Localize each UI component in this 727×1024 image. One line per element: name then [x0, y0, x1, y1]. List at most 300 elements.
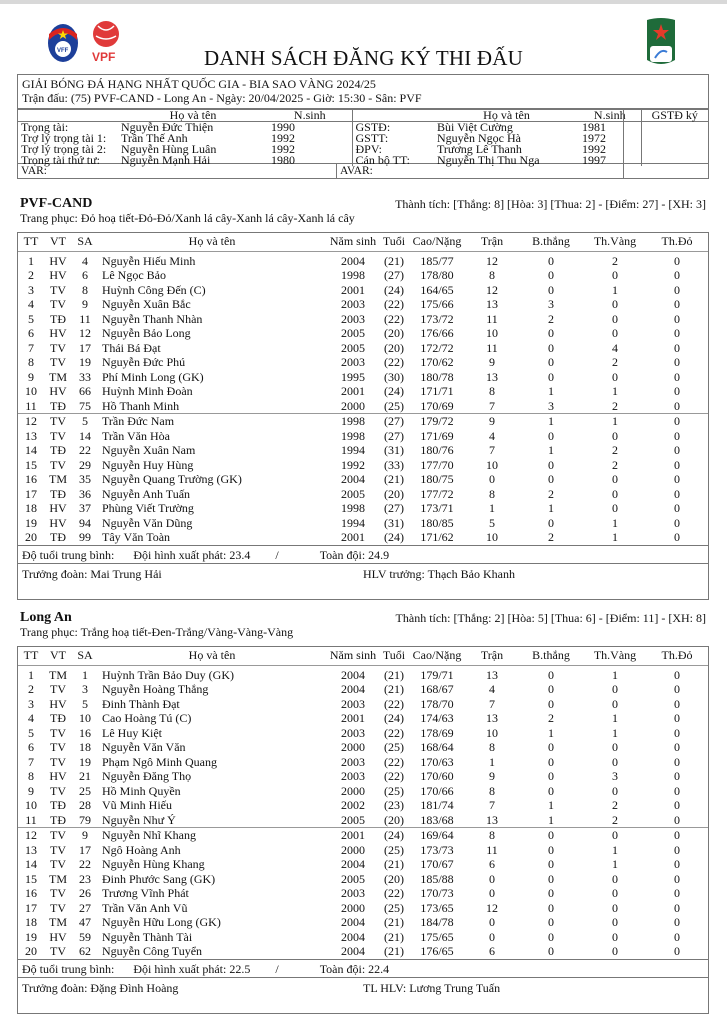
player-yellow-cards: 0	[612, 783, 618, 798]
player-tt: 15	[25, 457, 37, 472]
staff-row	[18, 977, 708, 1013]
player-birth-year: 1992	[341, 457, 365, 472]
staff-row	[18, 563, 708, 599]
player-goals: 0	[548, 871, 554, 886]
column-header-height-weight: Cao/Nặng	[408, 647, 466, 665]
player-height-weight: 168/67	[420, 682, 454, 696]
player-vt: TV	[50, 682, 66, 696]
player-red-cards: 0	[674, 886, 680, 900]
player-row	[18, 443, 708, 458]
team-kit: Trang phục: Trắng hoạ tiết-Đen-Trắng/Vàng-Vàng-Vàng	[20, 625, 294, 639]
player-height-weight: 168/64	[420, 740, 454, 754]
player-goals: 1	[548, 812, 554, 827]
player-tt: 18	[25, 501, 37, 515]
column-header-sa: SA	[72, 233, 98, 251]
player-sa: 79	[79, 812, 91, 827]
player-name: Trần Đức Nam	[98, 414, 326, 429]
player-goals: 0	[548, 900, 554, 915]
player-yellow-cards: 2	[612, 443, 618, 457]
player-yellow-cards: 1	[612, 282, 618, 297]
player-birth-year: 2003	[341, 886, 365, 900]
player-tt: 13	[25, 842, 37, 857]
official-role: Cán bộ TT:	[355, 153, 411, 167]
player-name: Hồ Minh Quyền	[102, 783, 181, 798]
player-sa: 5	[82, 696, 88, 711]
player-name: Hồ Thanh Minh	[102, 398, 180, 413]
team-name: Long An	[20, 610, 72, 625]
player-vt: TV	[50, 886, 66, 900]
player-birth-year: 2001	[341, 530, 365, 544]
player-birth-year: 2001	[341, 282, 365, 297]
player-sa: 75	[79, 398, 91, 413]
player-name: Nguyễn Anh Tuấn	[102, 486, 191, 501]
player-tt: 16	[25, 472, 37, 486]
player-red-cards: 0	[674, 682, 680, 696]
player-tt: 19	[25, 929, 37, 944]
player-goals: 0	[548, 696, 554, 711]
player-yellow-cards: 0	[612, 428, 618, 443]
player-height-weight: 180/76	[420, 443, 454, 457]
player-sa: 19	[79, 355, 91, 369]
player-red-cards: 0	[674, 530, 680, 544]
player-age: (20)	[384, 326, 404, 340]
player-yellow-cards: 0	[612, 944, 618, 958]
player-vt: TV	[50, 842, 66, 857]
team-record: Thành tích: [Thắng: 8] [Hòa: 3] [Thua: 2] - [Điểm: 27] - [XH: 3]	[395, 197, 706, 211]
player-age: (22)	[384, 355, 404, 369]
player-matches: 0	[489, 886, 495, 900]
player-red-cards: 0	[674, 369, 680, 384]
player-yellow-cards: 3	[612, 769, 618, 783]
head-coach: TL HLV: Lương Trung Tuấn	[363, 980, 501, 995]
player-red-cards: 0	[674, 253, 680, 268]
player-sa: 66	[79, 384, 91, 398]
player-sa: 6	[82, 268, 88, 282]
official-role: GSTĐ:	[355, 120, 391, 134]
player-matches: 7	[489, 443, 495, 457]
player-sa: 12	[79, 326, 91, 340]
player-row	[18, 798, 708, 813]
player-row	[18, 813, 708, 828]
top-border	[0, 0, 727, 4]
player-row	[18, 501, 708, 516]
player-matches: 8	[466, 828, 518, 843]
player-red-cards: 0	[674, 783, 680, 798]
player-row	[18, 458, 708, 473]
player-name: Vũ Minh Hiếu	[102, 798, 172, 812]
player-sa: 8	[82, 282, 88, 297]
player-height-weight: 180/75	[420, 472, 454, 486]
player-height-weight: 169/64	[408, 828, 466, 843]
player-tt: 7	[28, 340, 34, 355]
player-matches: 0	[489, 915, 495, 929]
player-age: (31)	[384, 515, 404, 530]
player-age: (21)	[384, 944, 404, 958]
player-height-weight: 173/65	[420, 900, 454, 915]
player-yellow-cards: 0	[612, 929, 618, 944]
player-row	[18, 341, 708, 356]
player-birth-year: 2003	[341, 769, 365, 783]
player-row	[18, 872, 708, 887]
player-goals: 0	[548, 667, 554, 682]
player-matches: 13	[486, 812, 498, 827]
player-tt: 8	[28, 769, 34, 783]
column-header-name: Họ và tên	[98, 647, 326, 665]
player-age: (25)	[384, 398, 404, 413]
average-age-row	[18, 545, 708, 563]
player-vt: HV	[49, 769, 67, 783]
player-matches: 7	[489, 696, 495, 711]
player-birth-year: 2001	[341, 711, 365, 725]
player-age: (22)	[384, 297, 404, 311]
player-sa: 59	[79, 929, 91, 944]
player-birth-year: 1998	[341, 428, 365, 443]
player-row	[18, 429, 708, 444]
player-red-cards: 0	[674, 696, 680, 711]
player-age: (22)	[384, 754, 404, 769]
player-red-cards: 0	[674, 740, 680, 754]
player-yellow-cards: 1	[612, 842, 618, 857]
player-birth-year: 2003	[341, 297, 365, 311]
player-name: Nguyễn Xuân Nam	[102, 443, 196, 457]
team-record: Thành tích: [Thắng: 2] [Hòa: 5] [Thua: 6] - [Điểm: 11] - [XH: 8]	[395, 611, 706, 625]
player-red-cards: 0	[674, 428, 680, 443]
player-birth-year: 2004	[341, 472, 365, 486]
player-name: Nguyễn Quang Trường (GK)	[102, 472, 242, 486]
player-height-weight: 179/72	[408, 414, 466, 429]
player-sa: 47	[79, 915, 91, 929]
player-name: Trương Vĩnh Phát	[102, 886, 189, 900]
player-matches: 8	[489, 486, 495, 501]
player-age: (21)	[384, 857, 404, 871]
player-matches: 1	[489, 754, 495, 769]
avg-full-team: Toàn đội: 22.4	[319, 961, 390, 976]
player-goals: 0	[518, 828, 584, 843]
player-birth-year: 2003	[341, 754, 365, 769]
player-row	[18, 399, 708, 414]
player-matches: 9	[489, 769, 495, 783]
avar-label: AVAR:	[340, 165, 373, 177]
player-red-cards: 0	[674, 501, 680, 515]
player-row	[18, 930, 708, 945]
player-red-cards: 0	[674, 282, 680, 297]
player-sa: 3	[82, 682, 88, 696]
player-row	[18, 682, 708, 697]
player-tt: 9	[28, 783, 34, 798]
official-name: Nguyễn Ngọc Hà	[437, 131, 521, 145]
avg-separator: /	[275, 547, 279, 562]
player-red-cards: 0	[674, 711, 680, 725]
player-yellow-cards: 0	[584, 828, 646, 843]
player-tt: 2	[28, 268, 34, 282]
player-name: Trần Văn Hòa	[102, 428, 170, 443]
player-tt: 10	[25, 798, 37, 812]
player-red-cards: 0	[674, 443, 680, 457]
player-goals: 0	[548, 369, 554, 384]
official-role: GSTT:	[355, 131, 389, 145]
player-height-weight: 181/74	[420, 798, 454, 812]
player-goals: 3	[548, 297, 554, 311]
roster-away	[17, 646, 709, 1014]
player-age: (21)	[384, 929, 404, 944]
player-sa: 4	[82, 253, 88, 268]
player-row	[18, 487, 708, 502]
player-red-cards: 0	[674, 667, 680, 682]
player-goals: 3	[548, 398, 554, 413]
player-sa: 62	[79, 944, 91, 958]
player-yellow-cards: 2	[612, 812, 618, 827]
player-yellow-cards: 4	[612, 340, 618, 355]
official-role: Trợ lý trọng tài 2:	[21, 142, 107, 156]
official-role: ĐPV:	[355, 142, 382, 156]
player-birth-year: 1995	[341, 369, 365, 384]
player-age: (21)	[384, 682, 404, 696]
column-header-age: Tuổi	[380, 233, 408, 251]
player-sa: 14	[79, 428, 91, 443]
player-vt: TM	[49, 369, 67, 384]
player-name: Nguyễn Hữu Long (GK)	[102, 915, 221, 929]
player-name: Lê Huy Kiệt	[102, 725, 162, 740]
player-height-weight: 178/69	[420, 725, 454, 740]
player-matches: 11	[486, 311, 498, 326]
player-height-weight: 177/70	[420, 457, 454, 472]
player-height-weight: 177/72	[420, 486, 454, 501]
player-yellow-cards: 1	[612, 667, 618, 682]
svg-text:VFF: VFF	[57, 48, 69, 54]
player-tt: 12	[18, 828, 44, 843]
officials-header-name: Họ và tên	[169, 108, 217, 122]
player-row	[18, 886, 708, 901]
player-vt: TM	[49, 667, 67, 682]
player-sa: 94	[79, 515, 91, 530]
player-tt: 20	[25, 944, 37, 958]
player-red-cards: 0	[674, 311, 680, 326]
player-vt: TĐ	[50, 711, 66, 725]
player-tt: 6	[28, 740, 34, 754]
player-matches: 8	[489, 740, 495, 754]
player-name: Tây Văn Toàn	[102, 530, 171, 544]
player-goals: 0	[548, 282, 554, 297]
player-sa: 37	[79, 501, 91, 515]
player-vt: TV	[50, 900, 66, 915]
player-yellow-cards: 1	[612, 530, 618, 544]
player-sa: 22	[79, 857, 91, 871]
column-header-goals: B.thắng	[518, 233, 584, 251]
player-birth-year: 2000	[341, 842, 365, 857]
player-row	[18, 740, 708, 755]
player-height-weight: 170/60	[420, 769, 454, 783]
player-birth-year: 1994	[341, 515, 365, 530]
player-sa: 19	[79, 754, 91, 769]
player-birth-year: 2005	[341, 871, 365, 886]
player-age: (30)	[384, 369, 404, 384]
column-header-age: Tuổi	[380, 647, 408, 665]
player-age: (22)	[384, 725, 404, 740]
player-name: Huỳnh Công Đến (C)	[102, 282, 206, 297]
official-birth: 1992	[268, 133, 352, 144]
player-height-weight: 164/65	[420, 282, 454, 297]
player-yellow-cards: 0	[612, 326, 618, 340]
player-birth-year: 2005	[341, 486, 365, 501]
player-goals: 1	[548, 501, 554, 515]
player-sa: 26	[79, 886, 91, 900]
player-red-cards: 0	[674, 929, 680, 944]
player-vt: TĐ	[50, 812, 66, 827]
player-matches: 9	[489, 355, 495, 369]
player-height-weight: 176/66	[420, 326, 454, 340]
player-tt: 11	[25, 812, 37, 827]
player-tt: 6	[28, 326, 34, 340]
player-red-cards: 0	[674, 472, 680, 486]
player-goals: 1	[548, 725, 554, 740]
player-yellow-cards: 1	[612, 711, 618, 725]
team-name: PVF-CAND	[20, 196, 93, 211]
player-height-weight: 183/68	[420, 812, 454, 827]
player-sa: 25	[79, 783, 91, 798]
player-height-weight: 175/66	[420, 297, 454, 311]
player-age: (20)	[384, 871, 404, 886]
player-birth-year: 2004	[341, 929, 365, 944]
average-age-row	[18, 959, 708, 977]
player-vt: TV	[50, 428, 66, 443]
supervisor-signature-cell	[641, 122, 708, 167]
officials-header-name-2: Họ và tên	[483, 108, 530, 122]
player-name: Huỳnh Trần Bảo Duy (GK)	[102, 667, 234, 682]
player-goals: 0	[548, 769, 554, 783]
player-height-weight: 172/72	[420, 340, 454, 355]
player-sa: 29	[79, 457, 91, 472]
player-vt: TV	[50, 783, 66, 798]
player-height-weight: 176/65	[420, 944, 454, 958]
player-sa: 9	[82, 297, 88, 311]
player-yellow-cards: 0	[612, 871, 618, 886]
player-name: Nguyễn Hùng Khang	[102, 857, 205, 871]
player-age: (21)	[384, 472, 404, 486]
player-row	[18, 828, 708, 843]
player-row	[18, 665, 708, 682]
player-goals: 0	[548, 886, 554, 900]
player-height-weight: 178/80	[420, 268, 454, 282]
player-row	[18, 312, 708, 327]
player-name: Nguyễn Đức Phú	[102, 355, 186, 369]
official-name: Bùi Việt Cường	[437, 120, 513, 134]
player-birth-year: 2004	[341, 915, 365, 929]
player-height-weight: 179/71	[420, 667, 454, 682]
player-red-cards: 0	[674, 871, 680, 886]
player-birth-year: 2003	[341, 696, 365, 711]
player-height-weight: 180/85	[420, 515, 454, 530]
player-age: (24)	[384, 384, 404, 398]
player-birth-year: 2000	[341, 900, 365, 915]
player-height-weight: 170/63	[420, 754, 454, 769]
player-vt: HV	[49, 268, 67, 282]
player-goals: 0	[548, 915, 554, 929]
player-birth-year: 1998	[326, 414, 380, 429]
player-height-weight: 170/69	[420, 398, 454, 413]
player-yellow-cards: 2	[612, 355, 618, 369]
player-yellow-cards: 1	[584, 414, 646, 429]
player-tt: 14	[25, 857, 37, 871]
column-header-name: Họ và tên	[98, 233, 326, 251]
player-vt: HV	[49, 501, 67, 515]
player-tt: 9	[28, 369, 34, 384]
player-matches: 12	[486, 900, 498, 915]
player-row	[18, 901, 708, 916]
player-sa: 17	[79, 842, 91, 857]
player-sa: 9	[72, 828, 98, 843]
player-birth-year: 2000	[341, 783, 365, 798]
player-height-weight: 185/88	[420, 871, 454, 886]
player-goals: 0	[548, 326, 554, 340]
player-row	[18, 251, 708, 268]
player-birth-year: 2004	[341, 682, 365, 696]
player-height-weight: 180/78	[420, 369, 454, 384]
player-birth-year: 2004	[341, 857, 365, 871]
player-birth-year: 2001	[326, 828, 380, 843]
player-matches: 13	[486, 711, 498, 725]
column-header-red-cards: Th.Đỏ	[646, 233, 708, 251]
player-height-weight: 170/67	[420, 857, 454, 871]
match-details: Trận đấu: (75) PVF-CAND - Long An - Ngày: 20/04/2025 - Giờ: 15:30 - Sân: PVF	[22, 91, 422, 105]
player-vt: TV	[50, 340, 66, 355]
player-yellow-cards: 1	[612, 725, 618, 740]
player-matches: 4	[489, 682, 495, 696]
column-header-height-weight: Cao/Nặng	[408, 233, 466, 251]
player-row	[18, 711, 708, 726]
team-manager: Trưởng đoàn: Mai Trung Hải	[22, 566, 162, 581]
player-name: Nguyễn Đăng Thọ	[102, 769, 192, 783]
player-matches: 13	[486, 667, 498, 682]
player-goals: 2	[548, 486, 554, 501]
player-goals: 0	[548, 472, 554, 486]
player-height-weight: 173/71	[420, 501, 454, 515]
player-height-weight: 175/65	[420, 929, 454, 944]
player-goals: 0	[548, 740, 554, 754]
player-sa: 16	[79, 725, 91, 740]
page-title: DANH SÁCH ĐĂNG KÝ THI ĐẤU	[203, 46, 524, 70]
player-birth-year: 1998	[341, 501, 365, 515]
player-matches: 13	[486, 369, 498, 384]
player-name: Nguyễn Văn Dũng	[102, 515, 193, 530]
player-matches: 7	[489, 398, 495, 413]
player-red-cards: 0	[646, 828, 708, 843]
roster-home	[17, 232, 709, 600]
player-red-cards: 0	[674, 900, 680, 915]
column-header-birth-year: Năm sinh	[326, 233, 380, 251]
player-matches: 8	[489, 783, 495, 798]
player-tt: 16	[25, 886, 37, 900]
player-height-weight: 171/69	[420, 428, 454, 443]
player-age: (22)	[384, 696, 404, 711]
player-goals: 0	[548, 340, 554, 355]
player-red-cards: 0	[674, 340, 680, 355]
player-birth-year: 1994	[341, 443, 365, 457]
player-tt: 20	[25, 530, 37, 544]
match-info-box	[17, 74, 709, 109]
player-yellow-cards: 0	[612, 740, 618, 754]
player-matches: 7	[489, 798, 495, 812]
player-tt: 12	[18, 414, 44, 429]
player-age: (20)	[384, 812, 404, 827]
column-header-tt: TT	[18, 647, 44, 665]
player-vt: TV	[50, 457, 66, 472]
player-tt: 11	[25, 398, 37, 413]
player-goals: 1	[548, 384, 554, 398]
player-row	[18, 915, 708, 930]
player-goals: 0	[548, 457, 554, 472]
player-name: Phạm Ngô Minh Quang	[102, 754, 217, 769]
player-age: (20)	[384, 340, 404, 355]
